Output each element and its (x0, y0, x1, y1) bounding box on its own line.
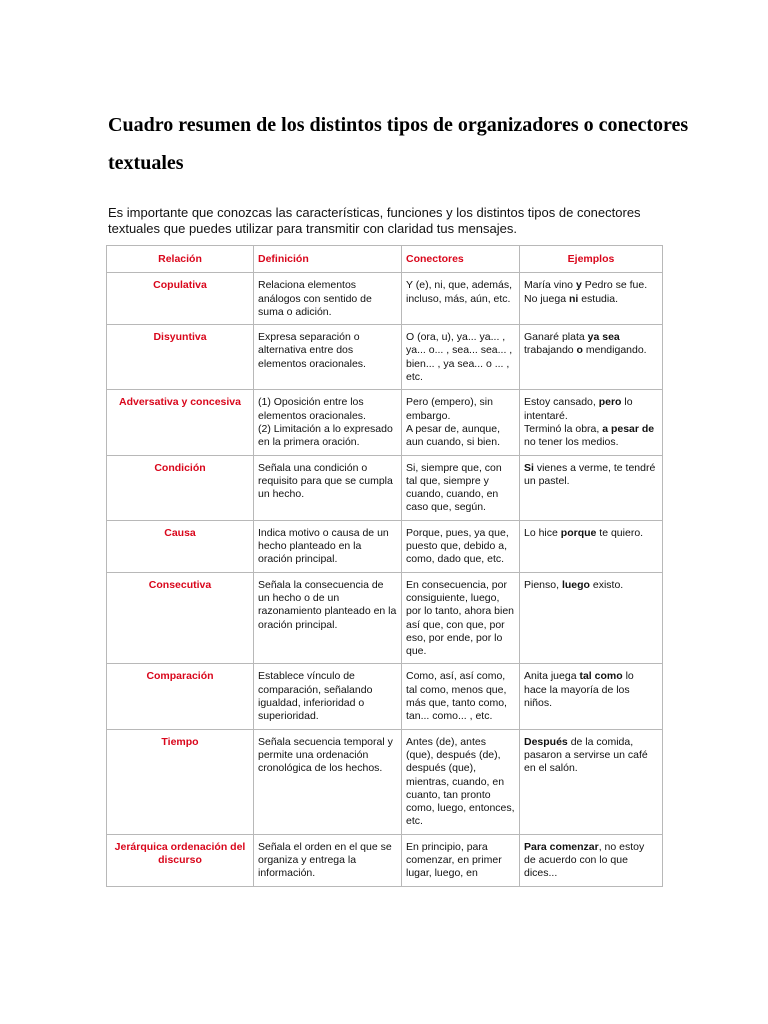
relation-cell: Jerárquica ordenación del discurso (107, 834, 254, 886)
example-connector: ya sea (587, 331, 620, 344)
connectors-cell: Si, siempre que, con tal que, siempre y cuando, cuando, en caso que, según. (402, 455, 520, 520)
definition-cell: Establece vínculo de comparación, señalando igualdad, inferioridad o superioridad. (254, 664, 402, 729)
connectors-cell: O (ora, u), ya... ya... , ya... o... , sea... sea... , bien... , ya sea... o ... , etc. (402, 325, 520, 390)
definition-cell: Señala secuencia temporal y permite una ordenación cronológica de los hechos. (254, 729, 402, 834)
relation-cell: Tiempo (107, 729, 254, 834)
example-text: te quiero. (596, 526, 644, 539)
example-connector: luego (561, 578, 590, 591)
example-text: lo hace la mayoría de los niños. (524, 670, 634, 710)
intro-paragraph: Es importante que conozcas las características, funciones y los distintos tipos de conectores textuales que puedes utilizar para transmitir con claridad tus mensajes. (108, 205, 641, 236)
example-cell (520, 834, 663, 886)
example-connector: y (575, 279, 582, 292)
example-connector: Para comenzar (524, 840, 599, 853)
table-row (107, 390, 663, 455)
example-text: Anita juega (524, 670, 580, 683)
example-text: lo intentaré. (524, 396, 633, 422)
example-text: no tener los medios. (524, 436, 619, 449)
example-connector: ni (568, 292, 579, 305)
definition-cell: (1) Oposición entre los elementos oracionales. (2) Limitación a lo expresado en la primera oración. (254, 390, 402, 455)
relation-cell: Consecutiva (107, 572, 254, 664)
connectors-cell: Antes (de), antes (que), después (de), después (que), mientras, cuando, en cuanto, tan pronto como, luego, entonces, etc. (402, 729, 520, 834)
example-connector: Después (524, 735, 568, 748)
example-cell (520, 455, 663, 520)
connectors-cell: Y (e), ni, que, además, incluso, más, aún, etc. (402, 273, 520, 325)
example-cell (520, 664, 663, 729)
definition-cell: Expresa separación o alternativa entre dos elementos oracionales. (254, 325, 402, 390)
example-cell (520, 325, 663, 390)
table-row (107, 520, 663, 572)
connectors-table (106, 245, 663, 887)
example-text: trabajando (524, 344, 577, 357)
connectors-cell: En consecuencia, por consiguiente, luego, por lo tanto, ahora bien así que, con que, por eso, por ende, por lo que. (402, 572, 520, 664)
relation-cell: Disyuntiva (107, 325, 254, 390)
example-cell (520, 572, 663, 664)
definition-cell: Señala el orden en el que se organiza y entrega la información. (254, 834, 402, 886)
document-title: Cuadro resumen de los distintos tipos de organizadores o conectores textuales (108, 114, 689, 174)
example-text: de la comida, pasaron a servirse un café en el salón. (524, 735, 648, 775)
table-row (107, 455, 663, 520)
connectors-cell: Porque, pues, ya que, puesto que, debido a, como, dado que, etc. (402, 520, 520, 572)
connectors-cell: En principio, para comenzar, en primer lugar, luego, en (402, 834, 520, 886)
table-row (107, 572, 663, 664)
example-connector: porque (560, 526, 597, 539)
example-connector: o (576, 344, 583, 357)
header-ejemplos: Ejemplos (520, 246, 663, 273)
example-connector: Si (524, 461, 534, 474)
header-definicion: Definición (254, 246, 402, 273)
header-relacion: Relación (107, 246, 254, 273)
relation-cell: Comparación (107, 664, 254, 729)
example-text: Estoy cansado, (524, 396, 599, 409)
connectors-cell: Como, así, así como, tal como, menos que, más que, tanto como, tan... como... , etc. (402, 664, 520, 729)
example-text: , no estoy de acuerdo con lo que dices... (524, 840, 645, 880)
example-cell (520, 729, 663, 834)
example-text: Pienso, (524, 578, 562, 591)
example-text: Ganaré plata (524, 331, 588, 344)
example-text: vienes a verme, te tendré un pastel. (524, 461, 656, 487)
definition-cell: Señala una condición o requisito para que se cumpla un hecho. (254, 455, 402, 520)
definition-cell: Señala la consecuencia de un hecho o de un razonamiento planteado en la oración principal. (254, 572, 402, 664)
table-row (107, 834, 663, 886)
example-text: Lo hice (524, 526, 561, 539)
example-connector: tal como (579, 670, 623, 683)
example-connector: a pesar de (602, 422, 655, 435)
header-conectores: Conectores (402, 246, 520, 273)
table-row (107, 664, 663, 729)
example-text: mendigando. (582, 344, 647, 357)
table-header-row (107, 246, 663, 273)
table-row (107, 325, 663, 390)
example-text: No juega (524, 292, 569, 305)
definition-cell: Relaciona elementos análogos con sentido de suma o adición. (254, 273, 402, 325)
table-row (107, 273, 663, 325)
definition-cell: Indica motivo o causa de un hecho planteado en la oración principal. (254, 520, 402, 572)
relation-cell: Condición (107, 455, 254, 520)
table-row (107, 729, 663, 834)
connectors-cell: Pero (empero), sin embargo. A pesar de, aunque, aun cuando, si bien. (402, 390, 520, 455)
example-text: Terminó la obra, (524, 422, 603, 435)
example-cell (520, 273, 663, 325)
relation-cell: Copulativa (107, 273, 254, 325)
example-text: existo. (589, 578, 624, 591)
example-text: María vino (524, 279, 576, 292)
example-text: Pedro se fue. (581, 279, 648, 292)
example-cell (520, 390, 663, 455)
example-text: estudia. (578, 292, 618, 305)
relation-cell: Causa (107, 520, 254, 572)
relation-cell: Adversativa y concesiva (107, 390, 254, 455)
example-cell (520, 520, 663, 572)
example-connector: pero (598, 396, 622, 409)
